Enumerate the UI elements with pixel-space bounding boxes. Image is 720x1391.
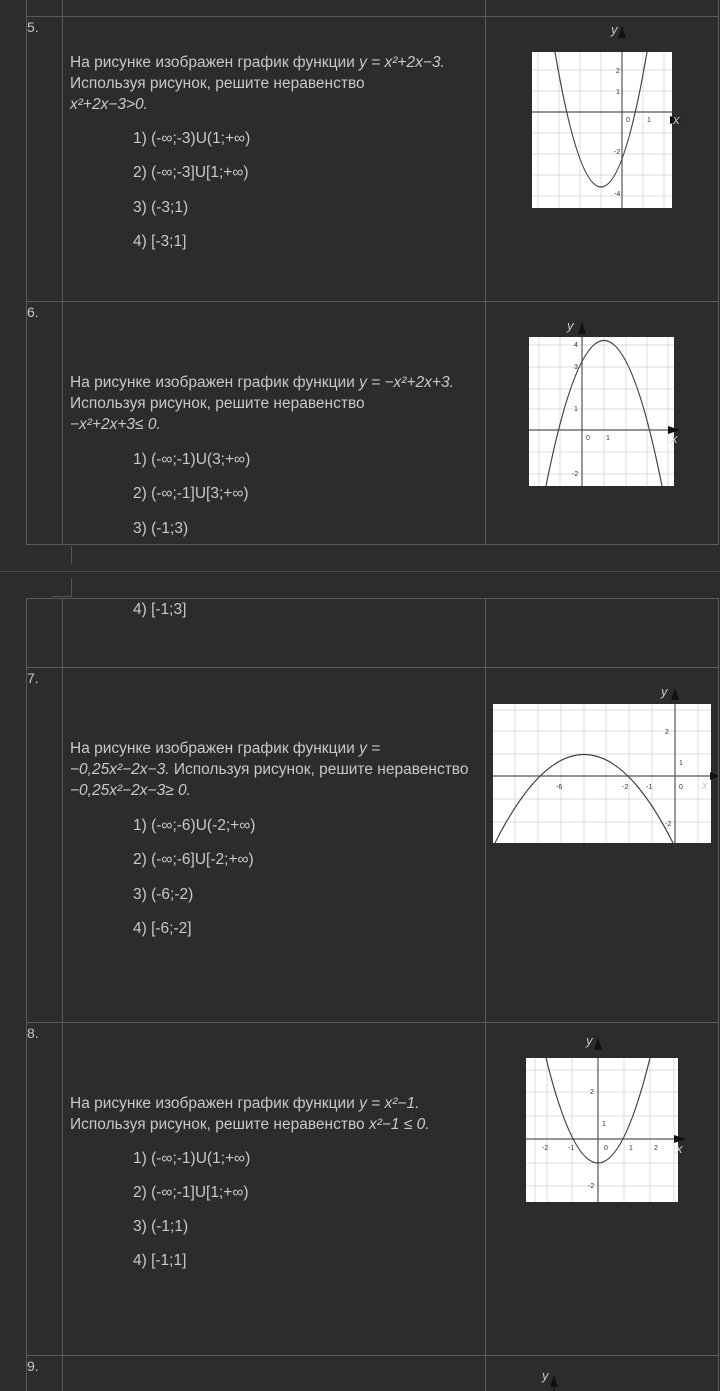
x-axis-label: x (671, 431, 678, 446)
grid-lines (526, 1058, 678, 1202)
row-border (26, 16, 719, 17)
tick-label: 2 (654, 1145, 658, 1152)
tick-label: 1 (616, 89, 620, 96)
task-number: 7. (27, 670, 39, 686)
inequality: −0,25x²−2x−3≥ 0. (70, 782, 191, 799)
tick-label: -1 (568, 1145, 575, 1152)
x-axis-label: x (676, 1141, 683, 1156)
x-axis-label: x (673, 112, 680, 127)
answer-option: 2) (-∞;-1]U[3;+∞) (133, 485, 249, 502)
task-number: 6. (27, 304, 39, 320)
page-corner-mark (52, 596, 72, 597)
task-statement (70, 372, 480, 435)
answer-option: 1) (-∞;-1)U(3;+∞) (133, 451, 251, 468)
function-formula: y = x²+2x−3. (359, 54, 445, 71)
y-axis-arrow (668, 688, 684, 702)
tick-label: 0 (604, 1145, 608, 1152)
row-border (26, 1355, 719, 1356)
tick-label: 1 (602, 1121, 606, 1128)
tick-label: -2 (588, 1183, 595, 1190)
function-formula: y = x²−1. (359, 1095, 420, 1112)
page-corner-mark (71, 578, 72, 596)
task-number: 9. (27, 1358, 39, 1374)
answer-option: 4) [-6;-2] (133, 920, 192, 937)
y-axis-label: y (661, 684, 668, 699)
answer-option: 4) [-1;3] (133, 601, 187, 618)
tick-label: 0 (626, 117, 630, 124)
tick-label: 1 (574, 406, 578, 413)
statement-intro: На рисунке изображен график функции (70, 1095, 360, 1112)
answer-option: 3) (-1;1) (133, 1218, 189, 1235)
tick-label: 2 (665, 729, 669, 736)
statement-intro: На рисунке изображен график функции (70, 740, 360, 757)
tick-label: 1 (606, 435, 610, 442)
table-border-left (26, 0, 27, 545)
y-axis-label: y (611, 22, 618, 37)
tick-label: -1 (646, 784, 653, 791)
tick-label: -2 (665, 821, 672, 828)
function-formula: y = −0,25x²−2x−3. (70, 740, 381, 778)
tick-label: -6 (556, 784, 563, 791)
statement-mid: Используя рисунок, решите неравенство (70, 1116, 369, 1133)
answer-option: 3) (-6;-2) (133, 886, 194, 903)
tick-label: 0 (586, 435, 590, 442)
y-axis-arrow (618, 26, 626, 38)
y-axis-arrow (575, 322, 591, 336)
table-border-mid (485, 0, 486, 545)
table-border-num (62, 0, 63, 545)
answer-option: 2) (-∞;-1]U[1;+∞) (133, 1184, 249, 1201)
answer-option: 2) (-∞;-3]U[1;+∞) (133, 164, 249, 181)
answer-option: 3) (-1;3) (133, 520, 189, 537)
y-axis-arrow (591, 1038, 607, 1052)
grid-lines (493, 704, 711, 843)
page-break-line (0, 571, 720, 572)
statement-mid: Используя рисунок, решите неравенство (169, 761, 469, 778)
task-number: 5. (27, 19, 39, 35)
tick-label: 1 (647, 117, 651, 124)
table-border-mid (485, 598, 486, 1391)
tick-label: 0 (679, 784, 683, 791)
tick-label: 1 (679, 760, 683, 767)
function-formula: y = −x²+2x+3. (359, 374, 454, 391)
table-border-right (718, 598, 719, 1391)
task-statement (70, 738, 480, 801)
answer-option: 4) [-3;1] (133, 233, 187, 250)
tick-label: -2 (614, 149, 621, 156)
page-corner-mark (71, 546, 72, 564)
row-border (26, 598, 719, 599)
tick-label: 4 (574, 342, 578, 349)
answer-option: 1) (-∞;-3)U(1;+∞) (133, 130, 251, 147)
row-border (26, 1022, 719, 1023)
statement-intro: На рисунке изображен график функции (70, 374, 360, 391)
tick-label: 2 (590, 1089, 594, 1096)
y-axis-label: y (567, 318, 574, 333)
task-number: 8. (27, 1025, 39, 1041)
y-axis-arrow (547, 1375, 563, 1391)
row-border (26, 301, 719, 302)
function-graph (529, 337, 674, 486)
inequality: x²−1 ≤ 0. (368, 1116, 430, 1133)
tick-label: 2 (616, 68, 620, 75)
answer-option: 1) (-∞;-1)U(1;+∞) (133, 1150, 251, 1167)
y-axis-label: y (542, 1368, 549, 1383)
table-border-right (718, 0, 719, 545)
tick-label: -4 (614, 191, 621, 198)
function-graph (526, 1058, 678, 1202)
tick-label: 3 (574, 364, 578, 371)
tick-label: -2 (572, 471, 579, 478)
answer-option: 2) (-∞;-6]U[-2;+∞) (133, 851, 254, 868)
inequality: −x²+2x+3≤ 0. (70, 416, 161, 433)
x-axis-label: x (702, 780, 708, 792)
answer-option: 1) (-∞;-6)U(-2;+∞) (133, 817, 256, 834)
x-axis-arrow (710, 768, 720, 784)
answer-option: 4) [-1;1] (133, 1252, 187, 1269)
tick-label: -2 (542, 1145, 549, 1152)
statement-mid: Используя рисунок, решите неравенство (70, 75, 365, 92)
tick-label: -2 (622, 784, 629, 791)
table-border-left (26, 598, 27, 1391)
y-axis-label: y (586, 1033, 593, 1048)
row-border (26, 544, 719, 545)
inequality: x²+2x−3>0. (70, 96, 148, 113)
answer-option: 3) (-3;1) (133, 199, 189, 216)
tick-label: 1 (629, 1145, 633, 1152)
statement-intro: На рисунке изображен график функции (70, 54, 360, 71)
statement-mid: Используя рисунок, решите неравенство (70, 395, 365, 412)
table-border-num (62, 598, 63, 1391)
task-statement (70, 1093, 480, 1135)
task-statement (70, 52, 480, 115)
row-border (26, 667, 719, 668)
axis-arrows (615, 26, 675, 146)
function-graph (493, 704, 711, 843)
